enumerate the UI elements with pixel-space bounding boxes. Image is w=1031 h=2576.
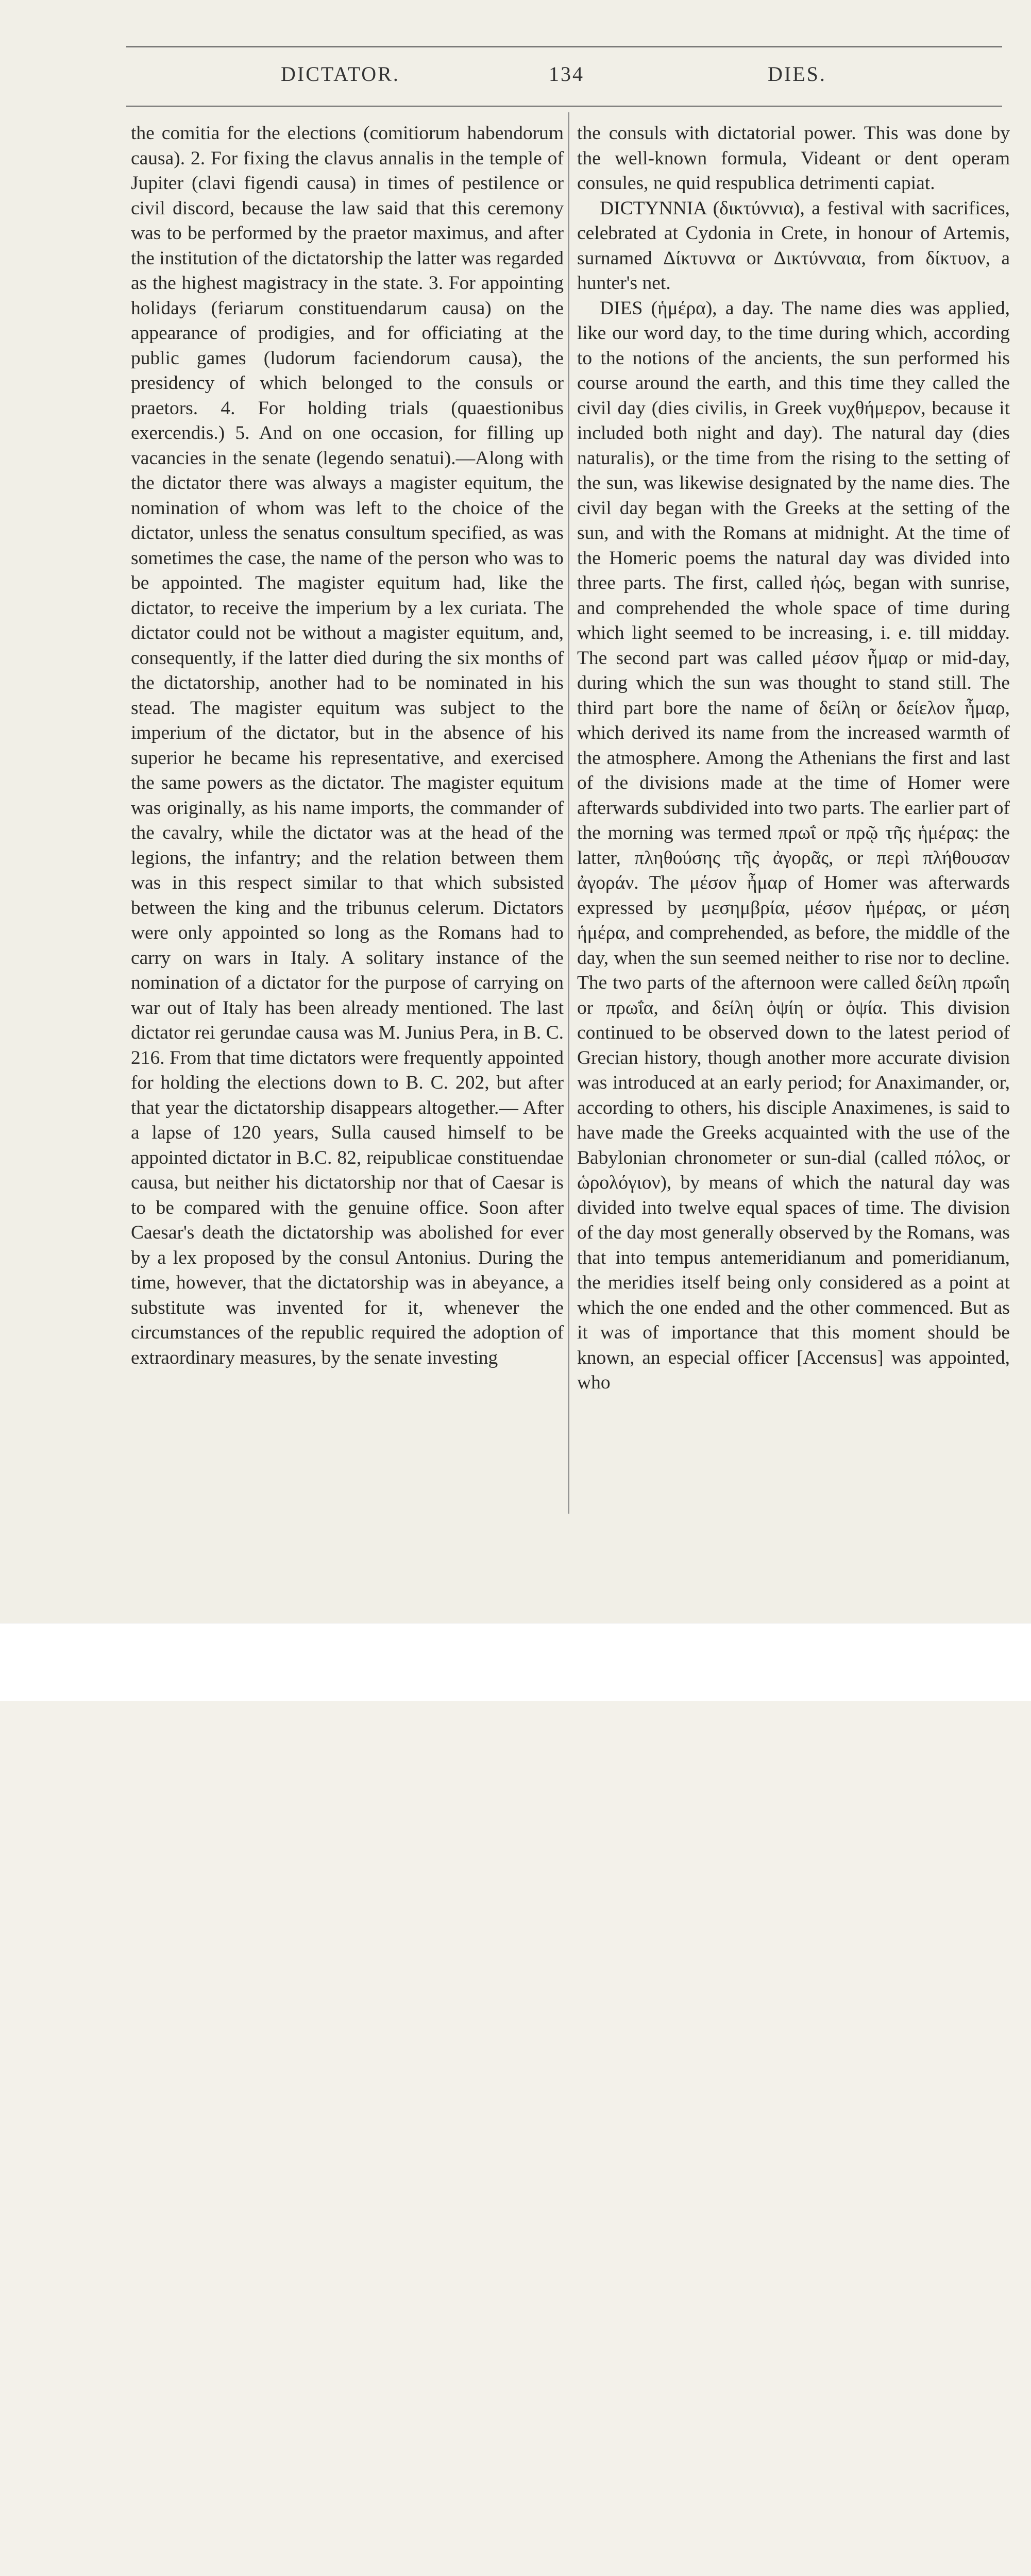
running-head [0,62,1031,93]
entry-dictynnia: DICTYNNIA (δικτύννια), a festival with sacrifices, celebrated at Cydonia in Crete, in honour of Artemis, surnamed Δίκτυννα or Δικτύνναια, from δίκτυον, a hunter's net. [577,197,1010,294]
header-rule [126,106,1002,107]
paragraph: the consuls with dictatorial power. This was done by the well-known formula, Videant or dent operam consules, ne quid respublica detrimenti capiat. [577,123,1010,194]
right-column [577,121,1010,1396]
running-head-left: DICTATOR. [281,62,400,86]
paragraph: the comitia for the elections (comitiorum habendorum causa). 2. For fixing the clavus annalis in the temple of Jupiter (clavi figendi causa) in times of pestilence or civil discord, because the law said that this ceremony was to be performed by the praetor maximus, and after the institution of the dictatorship the latter was regarded as the highest magistracy in the state. 3. For appointing holidays (feriarum constituendarum causa) on the appearance of prodigies, and for officiating at the public games (ludorum faciendorum causa), the presidency of which belonged to the consuls or praetors. 4. For holding trials (quaestionibus exercendis.) 5. And on one occasion, for filling up vacancies in the senate (legendo senatui).—Along with the dictator there was always a magister equitum, the nomination of whom was left to the choice of the dictator, unless the senatus consultum specified, as was sometimes the case, the name of the person who was to be appointed. The magister equitum had, like the dictator, to receive the imperium by a lex curiata. The dictator could not be without a magister equitum, and, consequently, if the latter died during the six months of the dictatorship, another had to be nominated in his stead. The magister equitum was subject to the imperium of the dictator, but in the absence of his superior he became his representative, and exercised the same powers as the dictator. The magister equitum was originally, as his name imports, the commander of the cavalry, while the dictator was at the head of the legions, the infantry; and the relation between them was in this respect similar to that which subsisted between the king and the tribunus celerum. Dictators were only appointed so long as the Romans had to carry on wars in Italy. A solitary instance of the nomination of a dictator for the purpose of carrying on war out of Italy has been already mentioned. The last dictator rei gerundae causa was M. Junius Pera, in B. C. 216. From that time dictators were frequently appointed for holding the elections down to B. C. 202, but after that year the dictatorship disappears altogether.— After a lapse of 120 years, Sulla caused himself to be appointed dictator in B.C. 82, reipublicae constituendae causa, but neither his dictatorship nor that of Caesar is to be compared with the genuine office. Soon after Caesar's death the dictatorship was abolished for ever by a lex proposed by the consul Antonius. During the time, however, that the dictatorship was in abeyance, a substitute was invented for it, whenever the circumstances of the republic required the adoption of extraordinary measures, by the senate investing [131,123,564,1368]
running-head-right: DIES. [768,62,826,86]
left-column [131,121,564,1370]
entry-dies: DIES (ἡμέρα), a day. The name dies was applied, like our word day, to the time during which, according to the notions of the ancients, the sun performed his course around the earth, and this time they called the civil day (dies civilis, in Greek νυχθήμερον, because it included both night and day). The natural day (dies naturalis), or the time from the rising to the setting of the sun, was likewise designated by the name dies. The civil day began with the Greeks at the setting of the sun, and with the Romans at midnight. At the time of the Homeric poems the natural day was divided into three parts. The first, called ἠώς, began with sunrise, and comprehended the whole space of time during which light seemed to be increasing, i. e. till midday. The second part was called μέσον ἦμαρ or mid-day, during which the sun was thought to stand still. The third part bore the name of δείλη or δείελον ἦμαρ, which derived its name from the increased warmth of the atmosphere. Among the Athenians the first and last of the divisions made at the time of Homer were afterwards subdivided into two parts. The earlier part of the morning was termed πρωΐ or πρῷ τῆς ἡμέρας: the latter, πληθούσης τῆς ἀγορᾶς, or περὶ πλήθουσαν ἀγοράν. The μέσον ἦμαρ of Homer was afterwards expressed by μεσημβρία, μέσον ἡμέρας, or μέση ἡμέρα, and comprehended, as before, the middle of the day, when the sun seemed neither to rise nor to decline. The two parts of the afternoon were called δείλη πρωΐη or πρωΐα, and δείλη ὀψίη or ὀψία. This division continued to be observed down to the latest period of Grecian history, though another more accurate division was introduced at an early period; for Anaximander, or, according to others, his disciple Anaximenes, is said to have made the Greeks acquainted with the use of the Babylonian chronometer or sun-dial (called πόλος, or ὡρολόγιον), by means of which the natural day was divided into twelve equal spaces of time. The division of the day most generally observed by the Romans, was that into tempus antemeridianum and pomeridianum, the meridies itself being only considered as a point at which the one ended and the other commenced. But as it was of importance that this moment should be known, an especial officer [Accensus] was appointed, who [577,297,1010,1393]
page-number: 134 [549,62,584,86]
column-divider [568,112,569,1514]
top-rule [126,46,1002,47]
footer [0,1623,1031,1701]
